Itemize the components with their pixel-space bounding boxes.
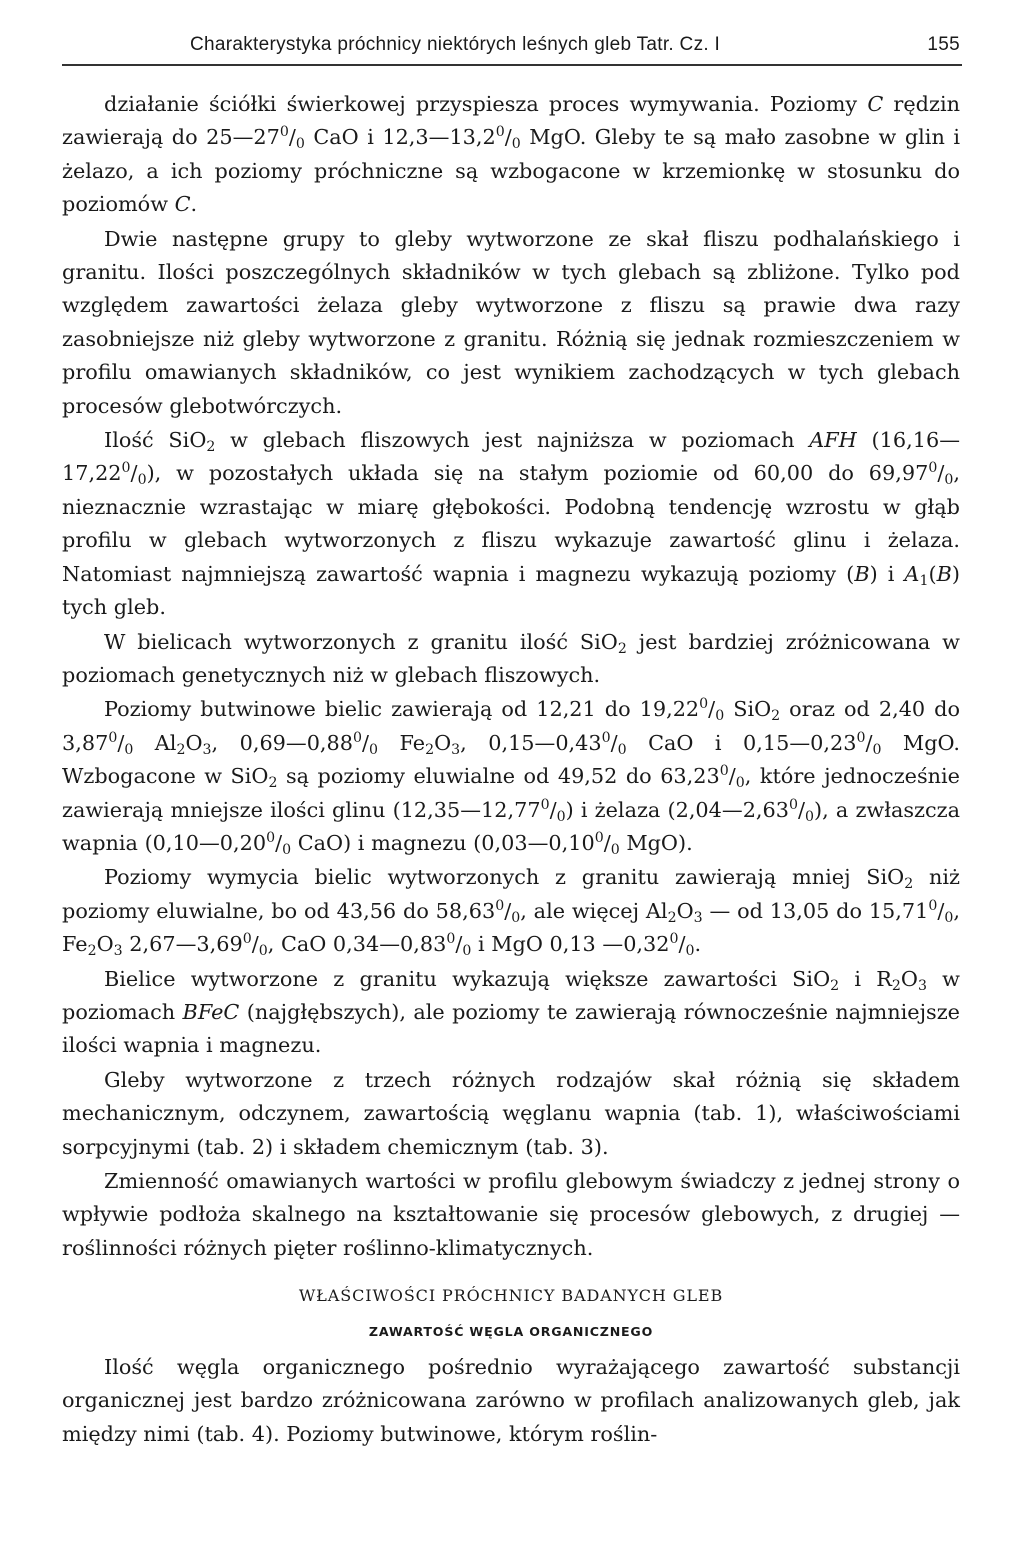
body-paragraph: działanie ściółki świerkowej przyspiesza proces wymywania. Poziomy C rędzin zawierają do $25—27^0/_0$ CaO i $12,3—13,2^0/_0$ MgO. Gleby te są mało zasobne w glin i żelazo, a ich poziomy próchniczne są wzbogacone w krzemionkę w stosunku do poziomów C. [62,92,960,217]
subsection-heading: ZAWARTOŚĆ WĘGLA ORGANICZNEGO [368,1323,654,1339]
body-text [62,88,960,1451]
running-title: Charakterystyka próchnicy niektórych leśnych gleb Tatr. Cz. I [190,34,721,55]
body-paragraph: Zmienność omawianych wartości w profilu glebowym świadczy z jednej strony o wpływie podłoża skalnego na kształtowanie się procesów glebowych, z drugiej — roślinności różnych pięter roślinno-klimatycznych. [62,1169,960,1260]
body-paragraph: Ilość SiO$_2$ w glebach fliszowych jest najniższa w poziomach AFH $(16,16—17,22^0/_0)$, w pozostałych układa się na stałym poziomie od 60,00 do $69,97^0/_0$, nieznacznie wzrastając w miarę głębokości. Podobną tendencję wzrostu w głąb profilu w glebach wytworzonych z fliszu wykazuje zawartość glinu i żelaza. Natomiast najmniejszą zawartość wapnia i magnezu wykazują poziomy (B) i $A_1(B)$ tych gleb. [62,428,960,620]
page-number: 155 [927,34,960,55]
body-paragraph: Ilość węgla organicznego pośrednio wyrażającego zawartość substancji organicznej jest bardzo zróżnicowana zarówno w profilach analizowanych gleb, jak między nimi (tab. 4). Poziomy butwinowe, którym roślin- [62,1355,960,1446]
body-paragraph: W bielicach wytworzonych z granitu ilość SiO$_2$ jest bardziej zróżnicowana w poziomach genetycznych niż w glebach fliszowych. [62,629,960,687]
body-paragraph: Gleby wytworzone z trzech różnych rodzajów skał różnią się składem mechanicznym, odczynem, zawartością węglanu wapnia (tab. 1), właściwościami sorpcyjnymi (tab. 2) i składem chemicznym (tab. 3). [62,1067,960,1159]
body-paragraph: Dwie następne grupy to gleby wytworzone ze skał fliszu podhalańskiego i granitu. Ilości poszczególnych składników w tych glebach są zbliżone. Tylko pod względem zawartości żelaza gleby wytworzone z fliszu są prawie dwa razy zasobniejsze niż gleby wytworzone z granitu. Różnią się jednak rozmieszczeniem w profilu omawianych składników, co jest wynikiem zachodzących w tych glebach procesów glebotwórczych. [62,226,960,418]
body-paragraph: Poziomy wymycia bielic wytworzonych z granitu zawierają mniej SiO$_2$ niż poziomy eluwialne, bo od 43,56 do $58,63^0/_0$, ale więcej $Al_2O_3$ — od 13,05 do $15,71^0/_0$, $Fe_2O_3$ $2,67—3,69^0/_0$, CaO $0,34—0,83^0/_0$ i MgO 0,13 $—0,32^0/_0$. [62,865,961,960]
body-paragraph: Poziomy butwinowe bielic zawierają od 12,21 do $19,22^0/_0$ SiO$_2$ oraz od 2,40 do $3,87^0/_0$ $Al_2O_3$, $0,69—0,88^0/_0$ $Fe_2O_3$, $0,15—0,43^0/_0$ CaO i $0,15—0,23^0/_0$ MgO. Wzbogacone w SiO$_2$ są poziomy eluwialne od 49,52 do $63,23^0/_0$, które jednocześnie zawierają mniejsze ilości glinu $(12,35—12,77^0/_0)$ i żelaza $(2,04—2,63^0/_0)$, a zwłaszcza wapnia ($0,10—0,20^0/_0$ CaO) i magnezu ($0,03—0,10^0/_0$ MgO). [62,696,960,858]
header-rule [62,64,962,66]
body-paragraph: Bielice wytworzone z granitu wykazują większe zawartości SiO$_2$ i $R_2O_3$ w poziomach BFeC (najgłębszych), ale poziomy te zawierają równocześnie najmniejsze ilości wapnia i magnezu. [62,966,960,1058]
section-heading: WŁAŚCIWOŚCI PRÓCHNICY BADANYCH GLEB [298,1286,724,1306]
